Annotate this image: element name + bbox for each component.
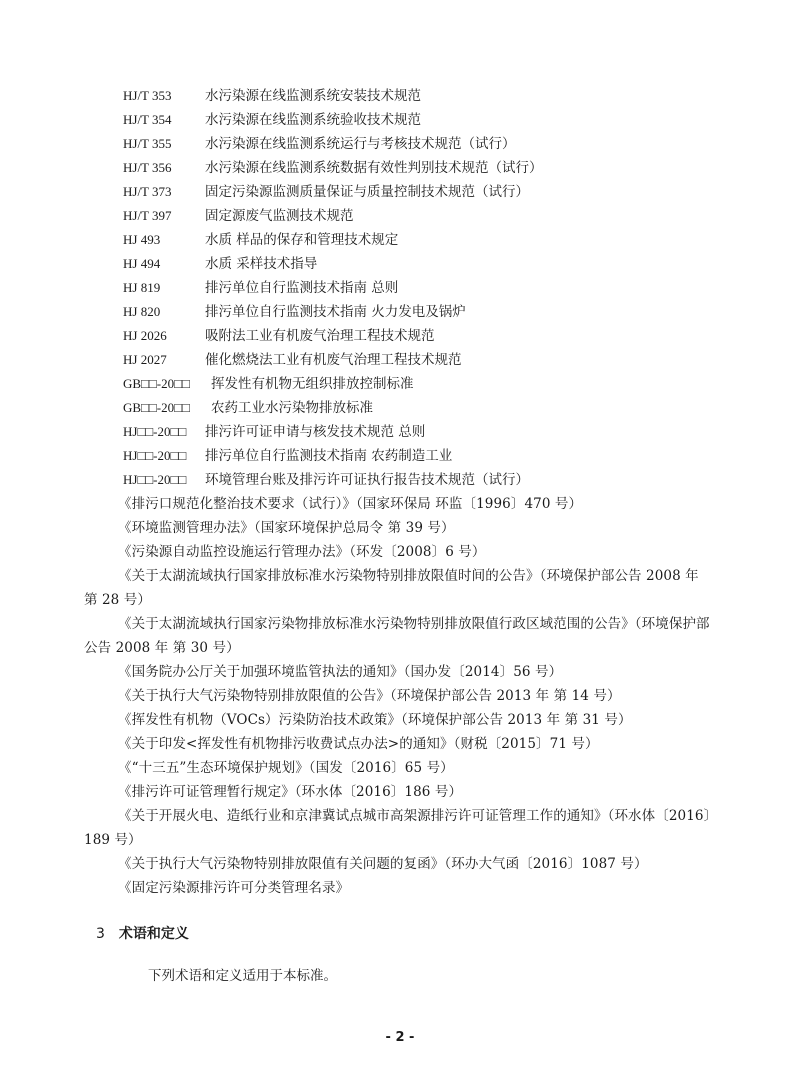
standard-code: GB□□-20□□ (123, 376, 190, 391)
standard-code: HJ 820 (123, 304, 161, 319)
standard-title: 水污染源在线监测系统安装技术规范 (205, 88, 421, 104)
reference-item: 《关于执行大气污染物特别排放限值有关问题的复函》（环办大气函〔2016〕1087 号） (118, 856, 648, 872)
reference-item: 《国务院办公厅关于加强环境监管执法的通知》（国办发〔2014〕56 号） (118, 664, 563, 680)
reference-item: 《固定污染源排污许可分类管理名录》 (118, 880, 350, 896)
reference-item: 《排污许可证管理暂行规定》（环水体〔2016〕186 号） (118, 784, 463, 800)
standard-title: 水污染源在线监测系统运行与考核技术规范（试行） (205, 136, 516, 152)
section-title: 术语和定义 (118, 926, 189, 942)
standard-title: 固定源废气监测技术规范 (205, 208, 354, 224)
standard-title: 排污单位自行监测技术指南 总则 (205, 280, 399, 296)
reference-item: 《关于印发<挥发性有机物排污收费试点办法>的通知》（财税〔2015〕71 号） (118, 736, 599, 752)
standard-title: 催化燃烧法工业有机废气治理工程技术规范 (205, 352, 462, 368)
standard-code: HJ□□-20□□ (123, 448, 187, 463)
standard-code: HJ 819 (123, 280, 161, 295)
reference-item: 《“十三五”生态环境保护规划》（国发〔2016〕65 号） (118, 760, 454, 776)
standard-title: 吸附法工业有机废气治理工程技术规范 (205, 328, 435, 344)
section-heading (96, 924, 189, 944)
standard-title: 水质 采样技术指导 (205, 256, 318, 272)
reference-item: 《关于执行大气污染物特别排放限值的公告》（环境保护部公告 2013 年 第 14 号） (118, 688, 621, 704)
standard-title: 固定污染源监测质量保证与质量控制技术规范（试行） (205, 184, 529, 200)
reference-item: 《关于开展火电、造纸行业和京津冀试点城市高架源排污许可证管理工作的通知》（环水体〔2016〕189 号） (84, 808, 711, 848)
standard-code: GB□□-20□□ (123, 400, 190, 415)
reference-item: 《排污口规范化整治技术要求（试行）》（国家环保局 环监〔1996〕470 号） (118, 496, 583, 512)
standard-code: HJ 2026 (123, 328, 167, 343)
reference-item: 《污染源自动监控设施运行管理办法》（环发〔2008〕6 号） (118, 544, 486, 560)
standard-title: 农药工业水污染物排放标准 (211, 400, 373, 416)
standard-code: HJ/T 353 (123, 88, 172, 103)
standard-title: 水质 样品的保存和管理技术规定 (205, 232, 399, 248)
references-list (84, 492, 716, 900)
standard-code: HJ/T 373 (123, 184, 172, 199)
standard-title: 排污单位自行监测技术指南 农药制造工业 (205, 448, 453, 464)
reference-item: 《环境监测管理办法》（国家环境保护总局令 第 39 号） (118, 520, 455, 536)
reference-item: 《关于太湖流域执行国家排放标准水污染物特别排放限值时间的公告》（环境保护部公告 2008 年 第 28 号） (84, 568, 699, 608)
standard-code: HJ/T 397 (123, 208, 172, 223)
standard-title: 水污染源在线监测系统验收技术规范 (205, 112, 421, 128)
section-number: 3 (96, 926, 105, 942)
standard-code: HJ 494 (123, 256, 161, 271)
standard-title: 挥发性有机物无组织排放控制标准 (211, 376, 414, 392)
standard-code: HJ□□-20□□ (123, 472, 187, 487)
reference-item: 《挥发性有机物（VOCs）污染防治技术政策》（环境保护部公告 2013 年 第 31 号） (118, 712, 632, 728)
standard-title: 排污许可证申请与核发技术规范 总则 (205, 424, 426, 440)
standard-title: 排污单位自行监测技术指南 火力发电及锅炉 (205, 304, 466, 320)
standard-code: HJ/T 356 (123, 160, 172, 175)
body-paragraph: 下列术语和定义适用于本标准。 (148, 968, 337, 984)
standard-code: HJ 493 (123, 232, 161, 247)
reference-item: 《关于太湖流域执行国家污染物排放标准水污染物特别排放限值行政区域范围的公告》（环境保护部公告 2008 年 第 30 号） (84, 616, 710, 656)
standard-code: HJ/T 354 (123, 112, 172, 127)
page-number: - 2 - (385, 1030, 415, 1045)
standard-code: HJ 2027 (123, 352, 167, 367)
standard-code: HJ/T 355 (123, 136, 172, 151)
standard-title: 环境管理台账及排污许可证执行报告技术规范（试行） (205, 472, 529, 488)
standard-code: HJ□□-20□□ (123, 424, 187, 439)
standard-title: 水污染源在线监测系统数据有效性判别技术规范（试行） (205, 160, 543, 176)
